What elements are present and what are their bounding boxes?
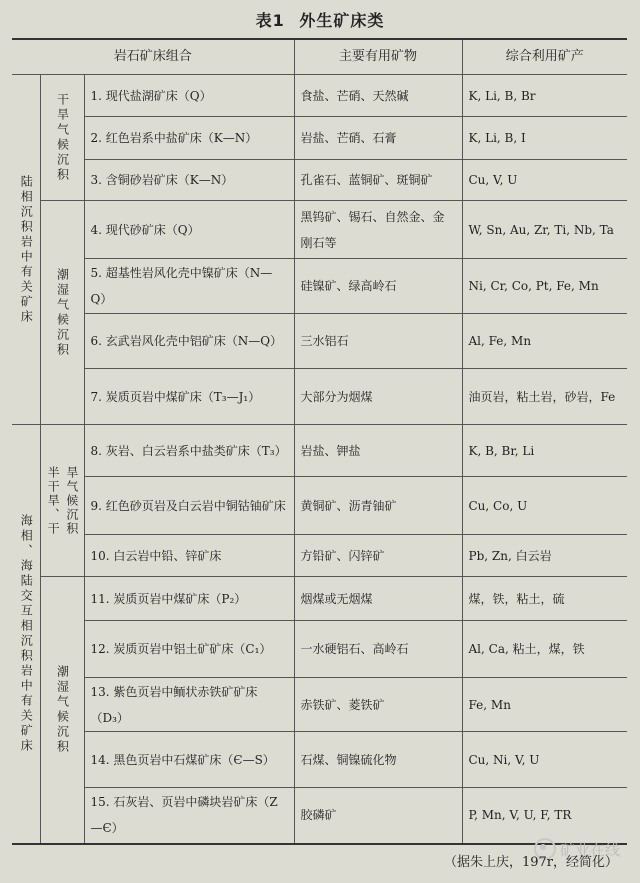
minerals-cell: 赤铁矿、菱铁矿 [294,678,462,732]
elements-cell: Cu, V, U [462,160,627,201]
minerals-cell: 方铅矿、闪锌矿 [294,535,462,577]
deposit-table [12,38,627,845]
deposit-cell: 14. 黑色页岩中石煤矿床（Є—S） [84,732,294,788]
watermark-text: 矿业在线 [560,840,621,859]
deposit-cell: 8. 灰岩、白云岩系中盐类矿床（T₃） [84,425,294,477]
subgroup-semiarid-b: 旱气候沉积 [64,465,79,536]
elements-cell: Ni, Cr, Co, Pt, Fe, Mn [462,259,627,314]
minerals-cell: 岩盐、钾盐 [294,425,462,477]
minerals-cell: 硅镍矿、绿高岭石 [294,259,462,314]
minerals-cell: 石煤、铜镍硫化物 [294,732,462,788]
minerals-cell: 胶磷矿 [294,788,462,844]
deposit-cell: 7. 炭质页岩中煤矿床（T₃—J₁） [84,369,294,425]
deposit-cell: 15. 石灰岩、页岩中磷块岩矿床（Z—Є） [84,788,294,844]
subgroup-humid-1: 潮湿气候沉积 [40,201,84,425]
table-row [12,201,627,259]
header-elements: 综合利用矿产 [462,39,627,75]
minerals-cell: 一水硬铝石、高岭石 [294,621,462,678]
minerals-cell: 黑钨矿、锡石、自然金、金刚石等 [294,201,462,259]
table-row [12,117,627,160]
elements-cell: Al, Ca, 粘土，煤，铁 [462,621,627,678]
elements-cell: W, Sn, Au, Zr, Ti, Nb, Ta [462,201,627,259]
elements-cell: Pb, Zn, 白云岩 [462,535,627,577]
deposit-cell: 1. 现代盐湖矿床（Q） [84,75,294,117]
deposit-cell: 9. 红色砂页岩及白云岩中铜钴铀矿床 [84,477,294,535]
elements-cell: Fe, Mn [462,678,627,732]
elements-cell: 煤，铁，粘土，硫 [462,577,627,621]
deposit-cell: 4. 现代砂矿床（Q） [84,201,294,259]
deposit-cell: 12. 炭质页岩中铝土矿矿床（C₁） [84,621,294,678]
elements-cell: K, Li, B, I [462,117,627,160]
deposit-cell: 3. 含铜砂岩矿床（K—N） [84,160,294,201]
elements-cell: P, Mn, V, U, F, TR [462,788,627,844]
group-sea: 海相、海陆交互相沉积岩中有关矿床 [12,425,40,844]
deposit-cell: 2. 红色岩系中盐矿床（K—N） [84,117,294,160]
subgroup-arid: 干旱气候沉积 [40,75,84,201]
table-row [12,621,627,678]
minerals-cell: 三水铝石 [294,314,462,369]
deposit-cell: 10. 白云岩中铅、锌矿床 [84,535,294,577]
minerals-cell: 大部分为烟煤 [294,369,462,425]
table-row [12,75,627,117]
minerals-cell: 黄铜矿、沥青铀矿 [294,477,462,535]
deposit-cell: 5. 超基性岩风化壳中镍矿床（N—Q） [84,259,294,314]
table-row [12,477,627,535]
table-caption: 外生矿床类 [299,11,385,30]
minerals-cell: 烟煤或无烟煤 [294,577,462,621]
table-row [12,369,627,425]
subgroup-semiarid-a: 半干旱、干 [46,465,61,536]
table-row [12,259,627,314]
table-row [12,535,627,577]
subgroup-semiarid [40,425,84,577]
elements-cell: Cu, Co, U [462,477,627,535]
elements-cell: Cu, Ni, V, U [462,732,627,788]
source-note: （据朱上庆，197r，经简化） [443,855,618,870]
elements-cell: K, Li, B, Br [462,75,627,117]
header-deposit: 岩石矿床组合 [12,39,294,75]
group-land: 陆相沉积岩中有关矿床 [12,75,40,425]
elements-cell: 油页岩，粘土岩，砂岩，Fe [462,369,627,425]
table-row [12,788,627,844]
header-row [12,39,627,75]
minerals-cell: 岩盐、芒硝、石膏 [294,117,462,160]
deposit-cell: 6. 玄武岩风化壳中铝矿床（N—Q） [84,314,294,369]
table-row [12,678,627,732]
subgroup-humid-2: 潮湿气候沉积 [40,577,84,844]
table-row [12,425,627,477]
table-row [12,314,627,369]
elements-cell: K, B, Br, Li [462,425,627,477]
table-row [12,732,627,788]
table-row [12,577,627,621]
minerals-cell: 孔雀石、蓝铜矿、斑铜矿 [294,160,462,201]
deposit-cell: 13. 紫色页岩中鲕状赤铁矿矿床（D₃） [84,678,294,732]
header-minerals: 主要有用矿物 [294,39,462,75]
table-title [0,8,640,31]
deposit-cell: 11. 炭质页岩中煤矿床（P₂） [84,577,294,621]
minerals-cell: 食盐、芒硝、天然碱 [294,75,462,117]
elements-cell: Al, Fe, Mn [462,314,627,369]
table-number: 表1 [255,11,285,30]
table-row [12,160,627,201]
